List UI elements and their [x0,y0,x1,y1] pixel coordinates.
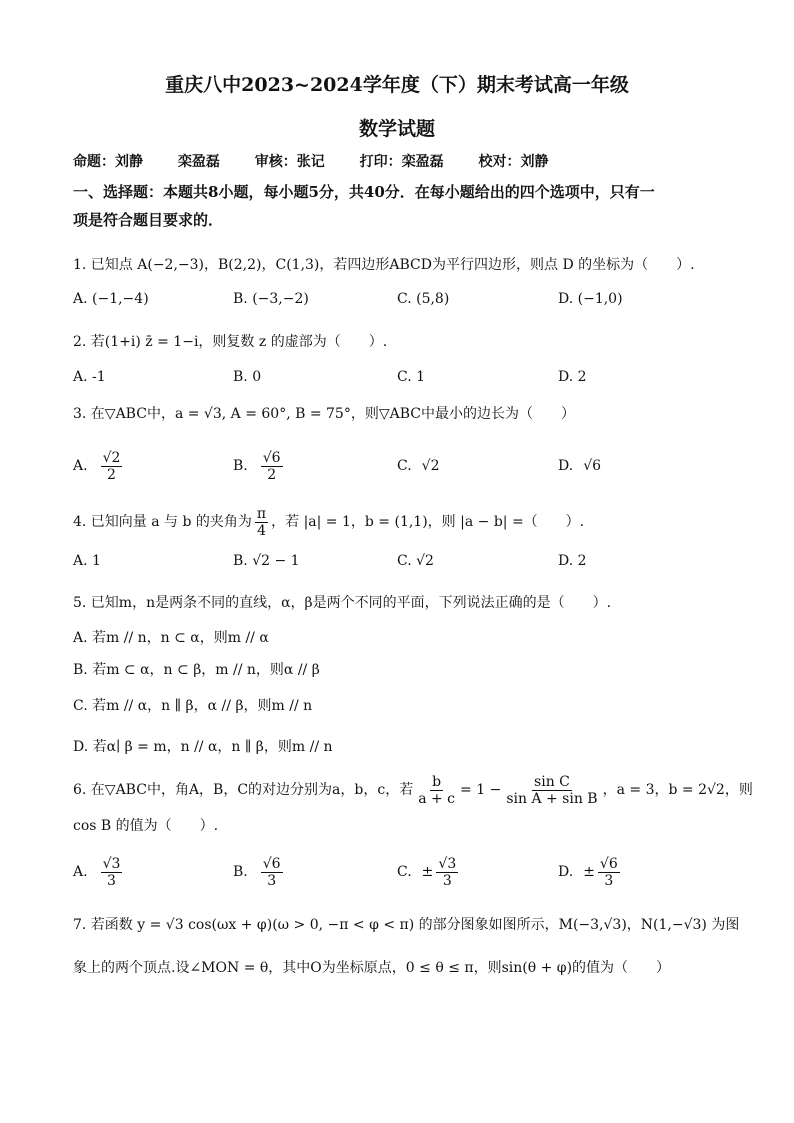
q2-option-b[interactable]: B. 0 [233,369,262,385]
exam-title: 重庆八中2023~2024学年度（下）期末考试高一年级 [165,74,629,96]
q6-option-c[interactable] [397,852,461,892]
q6-stem-line2: cos B 的值为（ ）. [73,818,219,834]
q6-option-d[interactable] [558,852,623,892]
credit-proposer-2: 栾盈磊 [177,154,220,170]
q1-option-d[interactable]: D. (−1,0) [558,291,623,307]
question-1-options [73,282,733,316]
section-heading [73,178,723,234]
q3-b-num: √6 [262,449,281,466]
q4-option-b[interactable]: B. √2 − 1 [233,553,300,569]
q2-option-a[interactable]: A. -1 [73,369,106,385]
question-6-stem [73,770,753,810]
question-7-stem-line1: 7. 若函数 y = √3 cos(ωx + φ)(ω > 0, −π < φ < π) 的部分图象如图所示，M(−3,√3)，N(1,−√3) 为图 [73,917,740,933]
q3-option-c[interactable] [397,446,440,486]
q6-equals: = 1 − [460,782,502,798]
q4-stem-part1: 4. 已知向量 a 与 b 的夹角为 [73,514,252,530]
credit-printer: 打印：栾盈磊 [359,154,444,170]
q6-option-b-fraction [261,856,283,889]
q5-option-d[interactable]: D. 若α∣ β = m，n // α，n ∥ β，则m // n [73,739,333,755]
q5-option-b[interactable]: B. 若m ⊂ α，n ⊂ β，m // n，则α // β [73,662,320,678]
q6-option-c-fraction [436,856,458,889]
credit-reviewer: 审核：张记 [254,154,325,170]
q4-option-a[interactable]: A. 1 [73,553,101,569]
q6-a-den: 3 [107,872,116,889]
q6-b-num: √6 [262,855,281,872]
q6-option-c-sign: ± [421,864,434,880]
q6-fraction-right [504,774,599,807]
q3-option-c-value: √2 [421,458,440,474]
q1-option-b[interactable]: B. (−3,−2) [233,291,309,307]
q6-option-a-fraction [101,856,123,889]
exam-subtitle: 数学试题 [358,118,435,140]
q6-f2-den: sin A + sin B [506,790,598,807]
q2-option-c[interactable]: C. 1 [397,369,426,385]
question-3-stem: 3. 在▽ABC中，a = √3, A = 60°, B = 75°，则▽ABC中最小的边长为（ ） [73,406,575,422]
q1-option-c[interactable]: C. (5,8) [397,291,450,307]
q6-c-den: 3 [442,872,452,889]
q4-angle-num: π [256,505,267,522]
q4-stem-part2: ，若 |a| = 1，b = (1,1)，则 |a − b| =（ ）. [271,514,585,530]
question-2-options [73,360,733,394]
q3-option-b-fraction [261,450,283,483]
q3-option-d-letter: D. [558,458,574,474]
question-4-stem [73,504,733,540]
q5-option-c[interactable]: C. 若m // α，n ∥ β，α // β，则m // n [73,698,313,714]
question-3-options [73,446,733,486]
q6-option-b-letter: B. [233,864,248,880]
q3-option-a-fraction [101,450,123,483]
q6-stem-part2: ，a = 3，b = 2√2，则 [602,782,753,798]
q6-fraction-left [416,774,457,807]
q6-option-a-letter: A. [73,864,88,880]
question-7-stem-line2: 象上的两个顶点.设∠MON = θ，其中O为坐标原点，0 ≤ θ ≤ π，则sin(θ + φ)的值为（ ） [73,960,671,976]
q6-f1-num: b [432,773,442,790]
q6-option-b[interactable] [233,852,286,892]
q6-option-d-sign: ± [583,864,595,880]
q4-angle-den: 4 [257,522,266,539]
q3-option-a[interactable] [73,446,125,486]
section-heading-line1: 一、选择题：本题共8小题，每小题5分，共40分．在每小题给出的四个选项中，只有一 [73,183,655,201]
q4-option-d[interactable]: D. 2 [558,553,587,569]
q3-option-a-letter: A. [73,458,88,474]
q3-b-den: 2 [267,466,277,483]
q6-f2-num: sin C [534,773,570,790]
q4-angle-fraction [255,506,268,539]
credits-line [73,151,579,171]
q3-option-b[interactable] [233,446,286,486]
credit-proofreader: 校对：刘静 [478,154,549,170]
q6-option-d-fraction [598,856,620,889]
q6-option-c-letter: C. [397,864,412,880]
q6-option-d-letter: D. [558,864,574,880]
q3-option-c-letter: C. [397,458,412,474]
q4-option-c[interactable]: C. √2 [397,553,434,569]
q6-a-num: √3 [102,855,121,872]
q3-option-d-value: √6 [583,458,602,474]
section-heading-line2: 项是符合题目要求的． [73,211,224,229]
question-2-stem: 2. 若(1+i) z̄ = 1−i，则复数 z 的虚部为（ ）. [73,334,388,350]
q6-b-den: 3 [267,872,277,889]
q3-option-d[interactable] [558,446,601,486]
q3-a-num: √2 [102,449,121,466]
q6-stem-part1: 6. 在▽ABC中，角A，B，C的对边分别为a，b，c，若 [73,782,414,798]
q6-d-den: 3 [604,872,614,889]
question-5-stem: 5. 已知m，n是两条不同的直线，α，β是两个不同的平面，下列说法正确的是（ ）. [73,595,612,611]
q5-option-a[interactable]: A. 若m // n，n ⊂ α，则m // α [73,630,269,646]
q2-option-d[interactable]: D. 2 [558,369,587,385]
q3-a-den: 2 [107,466,116,483]
q1-option-a[interactable]: A. (−1,−4) [73,291,149,307]
q6-d-num: √6 [599,855,618,872]
credit-proposer: 命题：刘静 [73,154,143,170]
q6-c-num: √3 [438,855,457,872]
question-4-options [73,544,733,578]
question-6-options [73,852,733,892]
q6-option-a[interactable] [73,852,125,892]
q6-f1-den: a + c [418,790,456,807]
question-1-stem: 1. 已知点 A(−2,−3)，B(2,2)，C(1,3)，若四边形ABCD为平行四边形，则点 D 的坐标为（ ）. [73,257,695,273]
q3-option-b-letter: B. [233,458,248,474]
